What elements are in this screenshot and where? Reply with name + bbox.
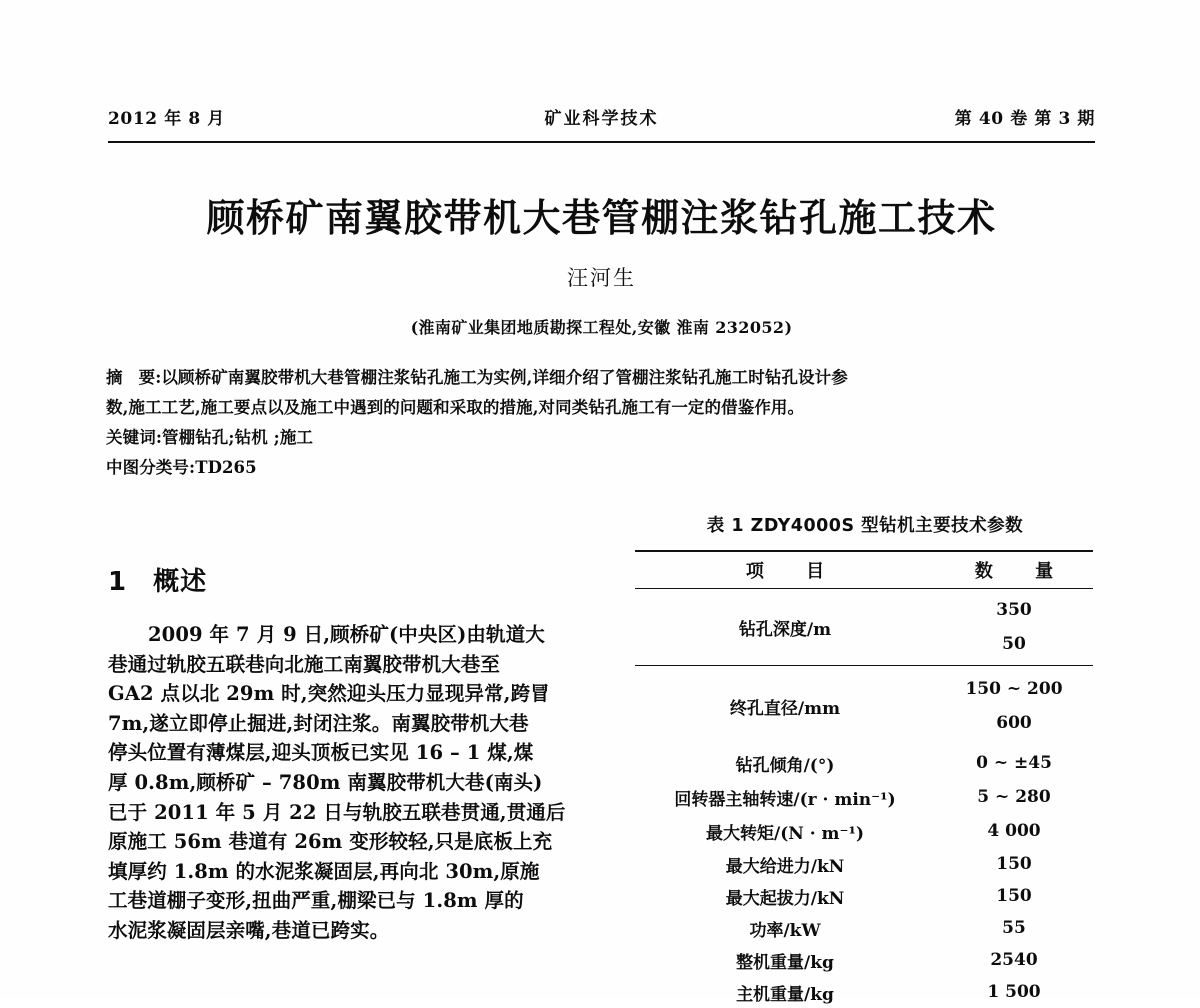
body-line: GA2 点以北 29m 时,突然迎头压力显现异常,跨冒 — [108, 682, 550, 706]
body-line: 厚 0.8m,顾桥矿 – 780m 南翼胶带机大巷(南头) — [108, 770, 543, 794]
abstract-label-2: 要 — [138, 368, 156, 387]
table-cell-value-b: 600 — [996, 713, 1032, 733]
abstract-line-2 — [106, 393, 1096, 423]
table-cell-value: 4 000 — [987, 821, 1041, 841]
running-head-date: 2012 年 8 月 — [108, 109, 225, 129]
body-line: 填厚约 1.8m 的水泥浆凝固层,再向北 30m,原施 — [108, 859, 540, 883]
section-number: 1 — [108, 567, 128, 597]
body-line: 水泥浆凝固层亲嘴,巷道已跨实。 — [108, 918, 390, 942]
running-head-volume: 第 40 卷 第 3 期 — [954, 109, 1095, 129]
body-column-left — [108, 620, 608, 946]
abstract-text-1: :以顾桥矿南翼胶带机大巷管棚注浆钻孔施工为实例,详细介绍了管棚注浆钻孔施工时钻孔设计参 — [155, 368, 848, 387]
specs-table — [635, 550, 1093, 1008]
table-cell-item: 主机重量/kg — [736, 984, 834, 1005]
table-cell-value: 55 — [1002, 918, 1026, 938]
body-line: 巷通过轨胶五联巷向北施工南翼胶带机大巷至 — [108, 652, 501, 676]
table-cell-value: 0 ~ ±45 — [976, 753, 1052, 773]
table-row — [635, 666, 1093, 746]
table-cell-item: 终孔直径/mm — [729, 698, 841, 719]
body-line: 已于 2011 年 5 月 22 日与轨胶五联巷贯通,贯通后 — [108, 800, 566, 824]
table-cell-value-a: 350 — [996, 600, 1032, 620]
header-rule — [108, 141, 1095, 143]
table-cell-item: 最大起拔力/kN — [725, 888, 845, 909]
clc-label: 中图分类号 — [106, 458, 189, 477]
table-row — [635, 976, 1093, 1008]
table-row — [635, 780, 1093, 814]
author-affiliation: (淮南矿业集团地质勘探工程处,安徽 淮南 232052) — [410, 318, 793, 337]
section-heading — [108, 561, 207, 598]
table-cell-value-b: 50 — [1002, 634, 1026, 654]
table-row — [635, 589, 1093, 665]
table-cell-value: 150 — [996, 854, 1032, 874]
table-cell-value: 150 — [996, 886, 1032, 906]
table-row — [635, 880, 1093, 912]
body-line: 工巷道棚子变形,扭曲严重,棚梁已与 1.8m 厚的 — [108, 889, 524, 913]
body-line: 2009 年 7 月 9 日,顾桥矿(中央区)由轨道大 — [148, 623, 545, 646]
table-row — [635, 912, 1093, 944]
table-row — [635, 746, 1093, 780]
table-cell-item: 钻孔深度/m — [738, 619, 832, 640]
keywords-text: :管棚钻孔;钻机 ;施工 — [155, 428, 314, 447]
table-cell-value — [935, 600, 1093, 654]
table-row — [635, 944, 1093, 976]
table-cell-item: 最大给进力/kN — [725, 856, 845, 877]
abstract-text-2: 数,施工工艺,施工要点以及施工中遇到的问题和采取的措施,对同类钻孔施工有一定的借鉴作用。 — [106, 398, 805, 417]
table-cell-item: 整机重量/kg — [736, 952, 834, 973]
clc-text: :TD265 — [189, 458, 257, 477]
table-caption: 表 1 ZDY4000S 型钻机主要技术参数 — [706, 516, 1024, 536]
abstract-label: 摘 — [106, 368, 123, 387]
table-header-item: 项 目 — [745, 561, 843, 582]
table-row — [635, 848, 1093, 880]
table-cell-value: 2540 — [990, 950, 1038, 970]
table-cell-value — [935, 679, 1093, 733]
abstract-block — [106, 363, 1096, 483]
table-cell-value-a: 150 ~ 200 — [965, 679, 1063, 699]
running-head — [108, 104, 1095, 134]
table-row — [635, 814, 1093, 848]
running-head-journal: 矿业科学技术 — [544, 109, 659, 129]
abstract-line-1 — [106, 363, 1096, 393]
author-name: 汪河生 — [567, 266, 636, 290]
keywords-line — [106, 423, 1096, 453]
table-cell-value: 5 ~ 280 — [977, 787, 1051, 807]
body-line: 停头位置有薄煤层,迎头顶板已实见 16 – 1 煤,煤 — [108, 741, 534, 765]
table-cell-item: 功率/kW — [749, 920, 821, 941]
keywords-label: 关键词 — [106, 428, 156, 447]
table-header-value: 数 量 — [974, 561, 1072, 582]
clc-line — [106, 453, 1096, 483]
table-cell-item: 回转器主轴转速/(r · min⁻¹) — [674, 789, 896, 810]
section-title: 概述 — [153, 567, 208, 597]
table-cell-value: 1 500 — [987, 982, 1041, 1002]
body-line: 7m,遂立即停止掘进,封闭注浆。南翼胶带机大巷 — [108, 711, 529, 735]
table-cell-item: 最大转矩/(N · m⁻¹) — [706, 823, 864, 844]
page-title: 顾桥矿南翼胶带机大巷管棚注浆钻孔施工技术 — [206, 196, 997, 240]
table-cell-item: 钻孔倾角/(°) — [735, 755, 835, 776]
table-header-row — [635, 552, 1093, 588]
body-line: 原施工 56m 巷道有 26m 变形较轻,只是底板上充 — [108, 830, 553, 854]
